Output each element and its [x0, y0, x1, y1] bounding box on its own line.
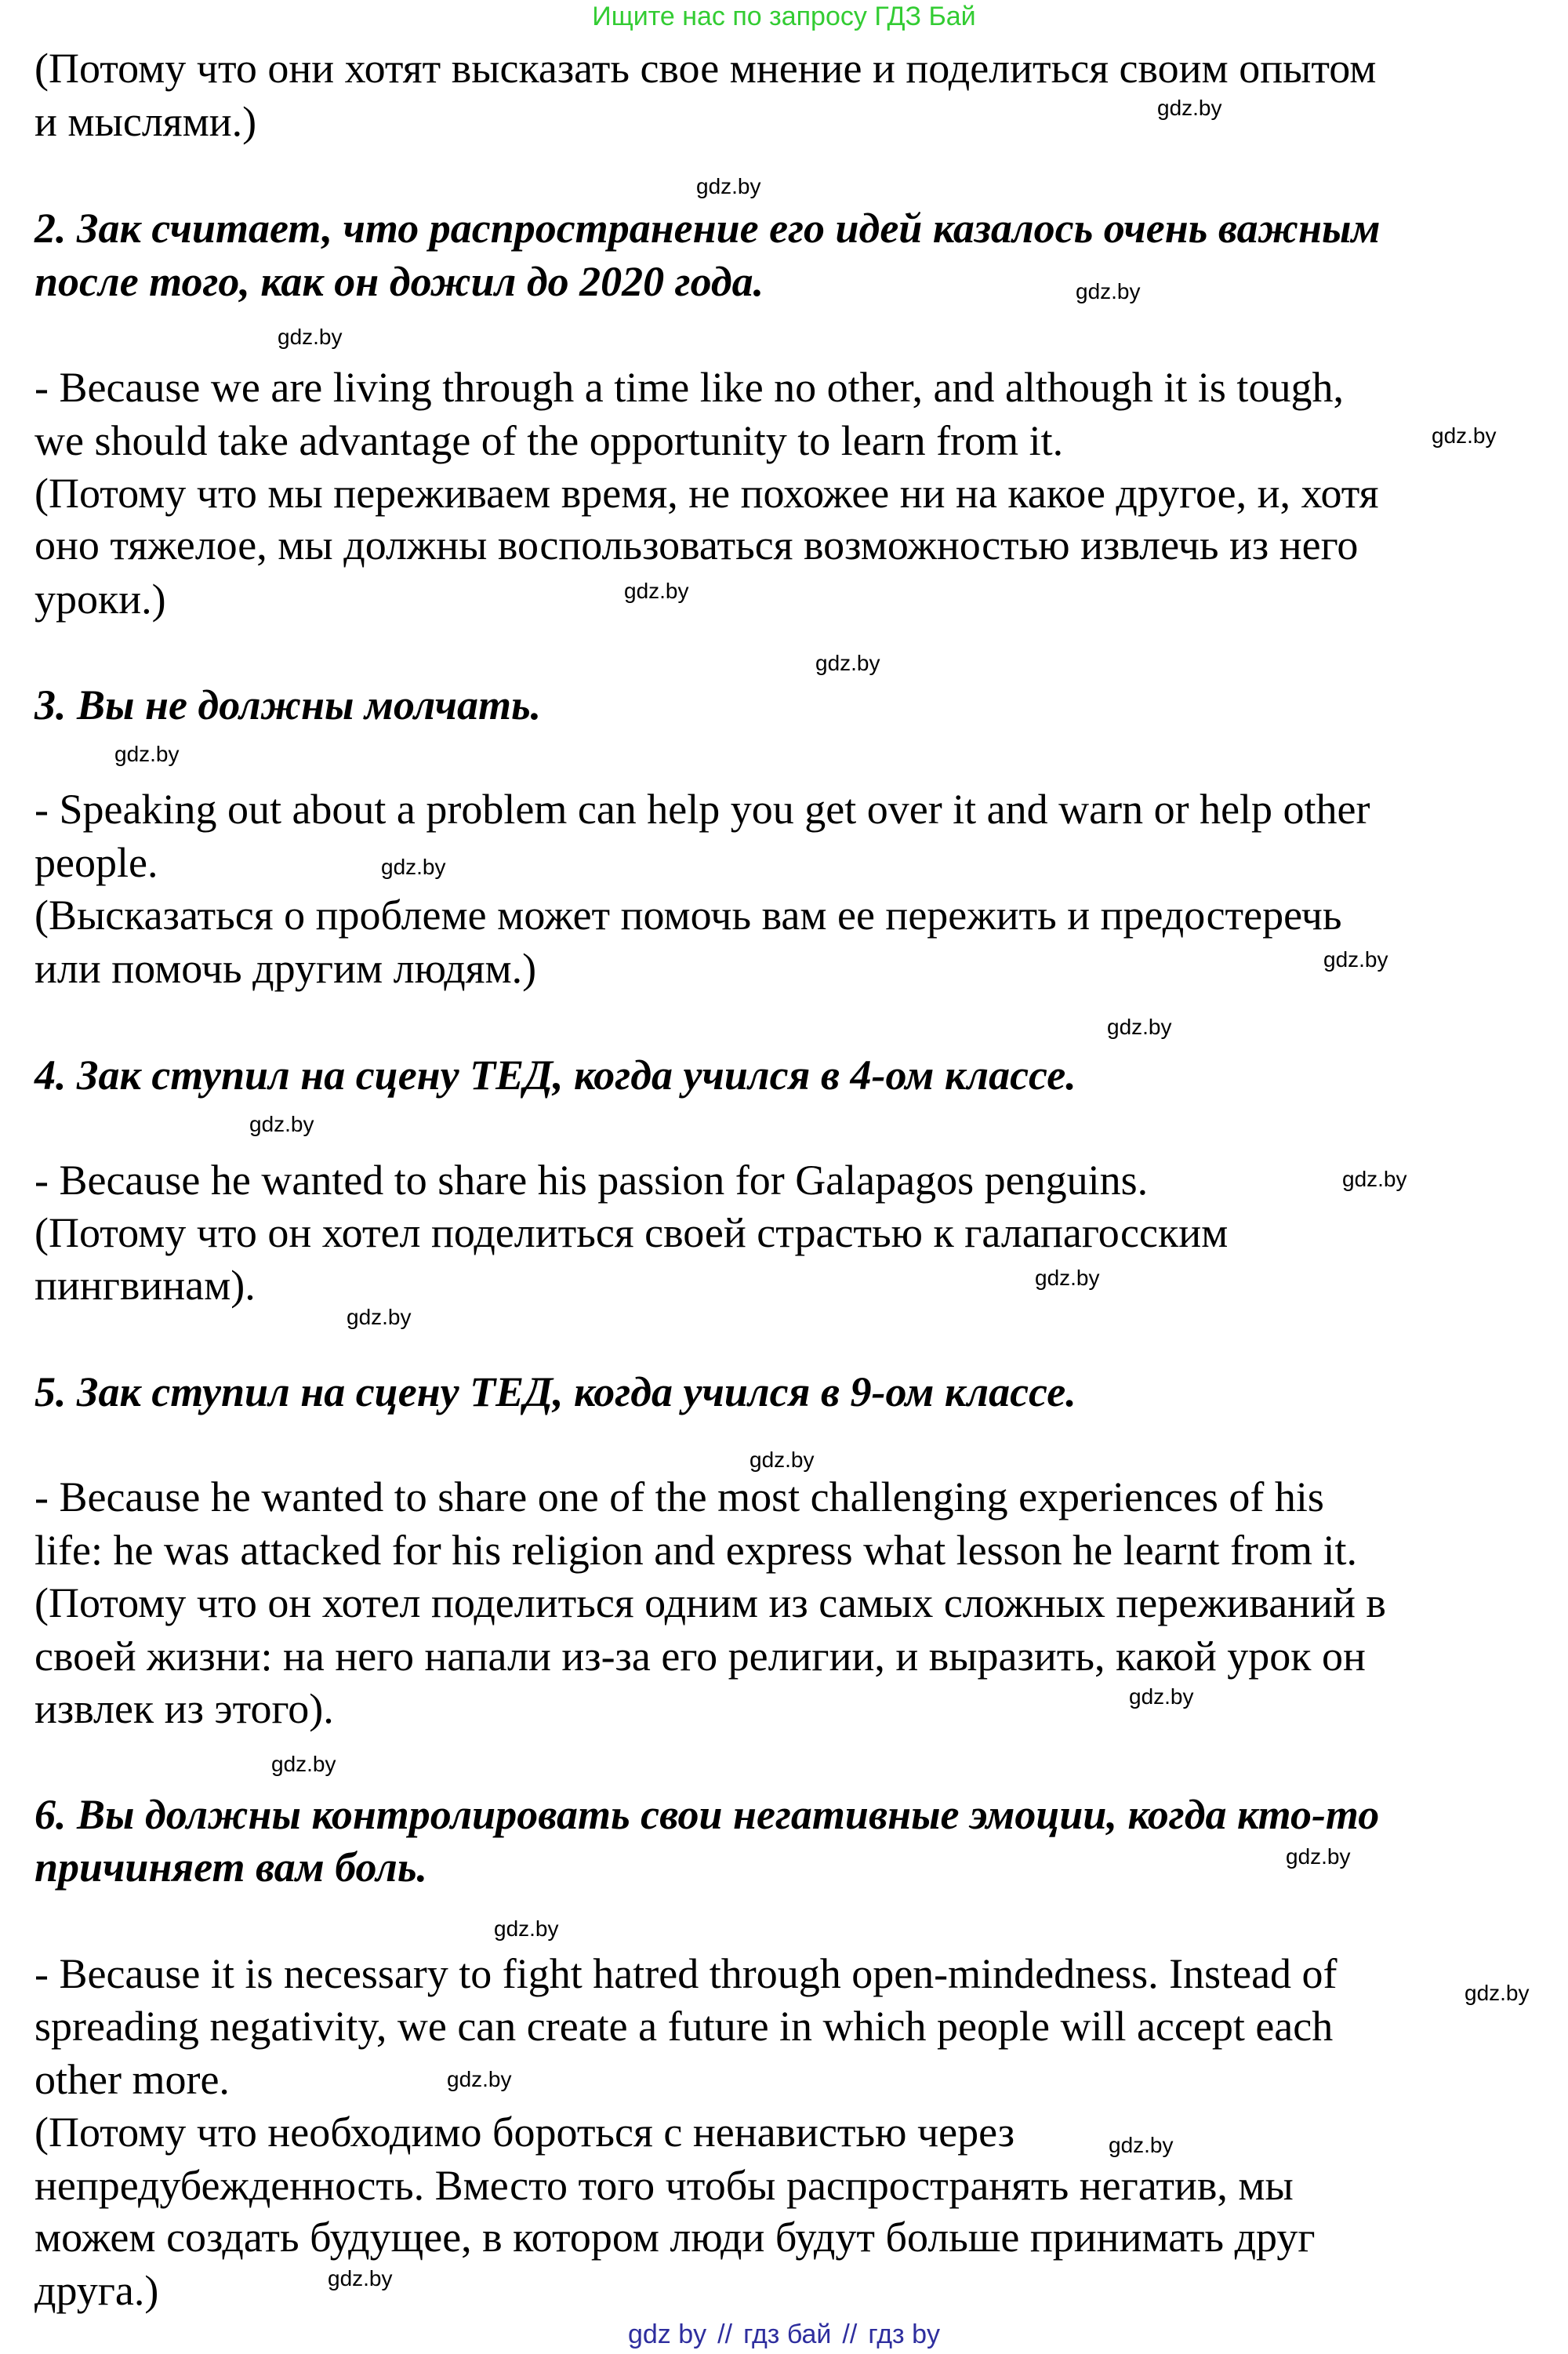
watermark: gdz.by — [1465, 1981, 1530, 2005]
watermark: gdz.by — [696, 174, 761, 198]
footer-link-gdz-bai[interactable]: гдз бай — [743, 2319, 832, 2349]
translation-line: оно тяжелое, мы должны воспользоваться возможностью извлечь из него — [34, 521, 1359, 569]
answer-line: - Speaking out about a problem can help you get over it and warn or help other — [34, 786, 1370, 833]
translation-line: (Потому что он хотел поделиться своей страстью к галапагосским — [34, 1209, 1229, 1256]
watermark: gdz.by — [1109, 2133, 1174, 2157]
watermark: gdz.by — [381, 855, 446, 879]
question-4-line: 4. Зак ступил на сцену ТЕД, когда учился в 4-ом классе. — [34, 1052, 1076, 1099]
translation-line: уроки.) — [34, 576, 166, 623]
watermark: gdz.by — [114, 742, 180, 766]
question-3-line: 3. Вы не должны молчать. — [34, 681, 542, 728]
answer-line: people. — [34, 839, 158, 886]
translation-line: непредубежденность. Вместо того чтобы распространять негатив, мы — [34, 2162, 1294, 2209]
question-2-line: 2. Зак считает, что распространение его идей казалось очень важным — [34, 205, 1381, 252]
watermark: gdz.by — [494, 1916, 559, 1941]
answer-line: - Because it is necessary to fight hatred through open-mindedness. Instead of — [34, 1950, 1338, 1997]
footer-links — [0, 2319, 1568, 2350]
footer-link-gdz-by[interactable]: gdz by — [627, 2319, 707, 2349]
watermark: gdz.by — [1035, 1266, 1100, 1290]
answer-line: - Because he wanted to share one of the most challenging experiences of his — [34, 1473, 1324, 1520]
watermark: gdz.by — [750, 1448, 815, 1472]
text-line: и мыслями.) — [34, 98, 257, 145]
translation-line: (Потому что необходимо бороться с ненавистью через — [34, 2109, 1015, 2156]
answer-line: life: he was attacked for his religion and express what lesson he learnt from it. — [34, 1527, 1357, 1574]
watermark: gdz.by — [447, 2067, 512, 2091]
watermark: gdz.by — [1342, 1167, 1407, 1191]
answer-line: spreading negativity, we can create a future in which people will accept each — [34, 2003, 1334, 2050]
watermark: gdz.by — [624, 579, 689, 603]
watermark: gdz.by — [1157, 96, 1222, 120]
watermark: gdz.by — [271, 1752, 336, 1776]
question-6-line: 6. Вы должны контролировать свои негативные эмоции, когда кто-то — [34, 1791, 1380, 1838]
watermark: gdz.by — [1323, 947, 1388, 972]
answer-line: other more. — [34, 2056, 230, 2103]
translation-line: (Потому что он хотел поделиться одним из самых сложных переживаний в — [34, 1579, 1386, 1626]
footer-separator: // — [842, 2319, 858, 2349]
watermark: gdz.by — [1432, 423, 1497, 448]
watermark: gdz.by — [278, 325, 343, 349]
watermark: gdz.by — [347, 1305, 412, 1329]
answer-line: - Because he wanted to share his passion for Galapagos penguins. — [34, 1157, 1149, 1204]
translation-line: (Потому что мы переживаем время, не похожее ни на какое другое, и, хотя — [34, 470, 1379, 517]
translation-line: или помочь другим людям.) — [34, 945, 537, 992]
footer-separator: // — [717, 2319, 733, 2349]
watermark: gdz.by — [1129, 1684, 1194, 1709]
question-6-line: причиняет вам боль. — [34, 1844, 428, 1891]
watermark: gdz.by — [1076, 279, 1141, 303]
translation-line: пингвинам). — [34, 1262, 256, 1309]
watermark: gdz.by — [1107, 1015, 1172, 1039]
watermark: gdz.by — [1286, 1844, 1351, 1869]
watermark: gdz.by — [249, 1112, 314, 1136]
question-5-line: 5. Зак ступил на сцену ТЕД, когда учился в 9-ом классе. — [34, 1368, 1076, 1415]
top-search-banner: Ищите нас по запросу ГДЗ Бай — [592, 2, 976, 31]
footer-link-gdz-by-cyr[interactable]: гдз by — [868, 2319, 940, 2349]
translation-line: можем создать будущее, в котором люди будут больше принимать друг — [34, 2214, 1316, 2261]
text-line: (Потому что они хотят высказать свое мнение и поделиться своим опытом — [34, 45, 1377, 92]
answer-line: we should take advantage of the opportunity to learn from it. — [34, 417, 1064, 464]
translation-line: друга.) — [34, 2267, 159, 2314]
translation-line: своей жизни: на него напали из-за его религии, и выразить, какой урок он — [34, 1633, 1366, 1680]
answer-line: - Because we are living through a time like no other, and although it is tough, — [34, 364, 1344, 411]
question-2-line: после того, как он дожил до 2020 года. — [34, 258, 764, 305]
translation-line: (Высказаться о проблеме может помочь вам ее пережить и предостеречь — [34, 892, 1342, 939]
watermark: gdz.by — [328, 2266, 393, 2290]
translation-line: извлек из этого). — [34, 1685, 334, 1732]
watermark: gdz.by — [815, 651, 880, 675]
